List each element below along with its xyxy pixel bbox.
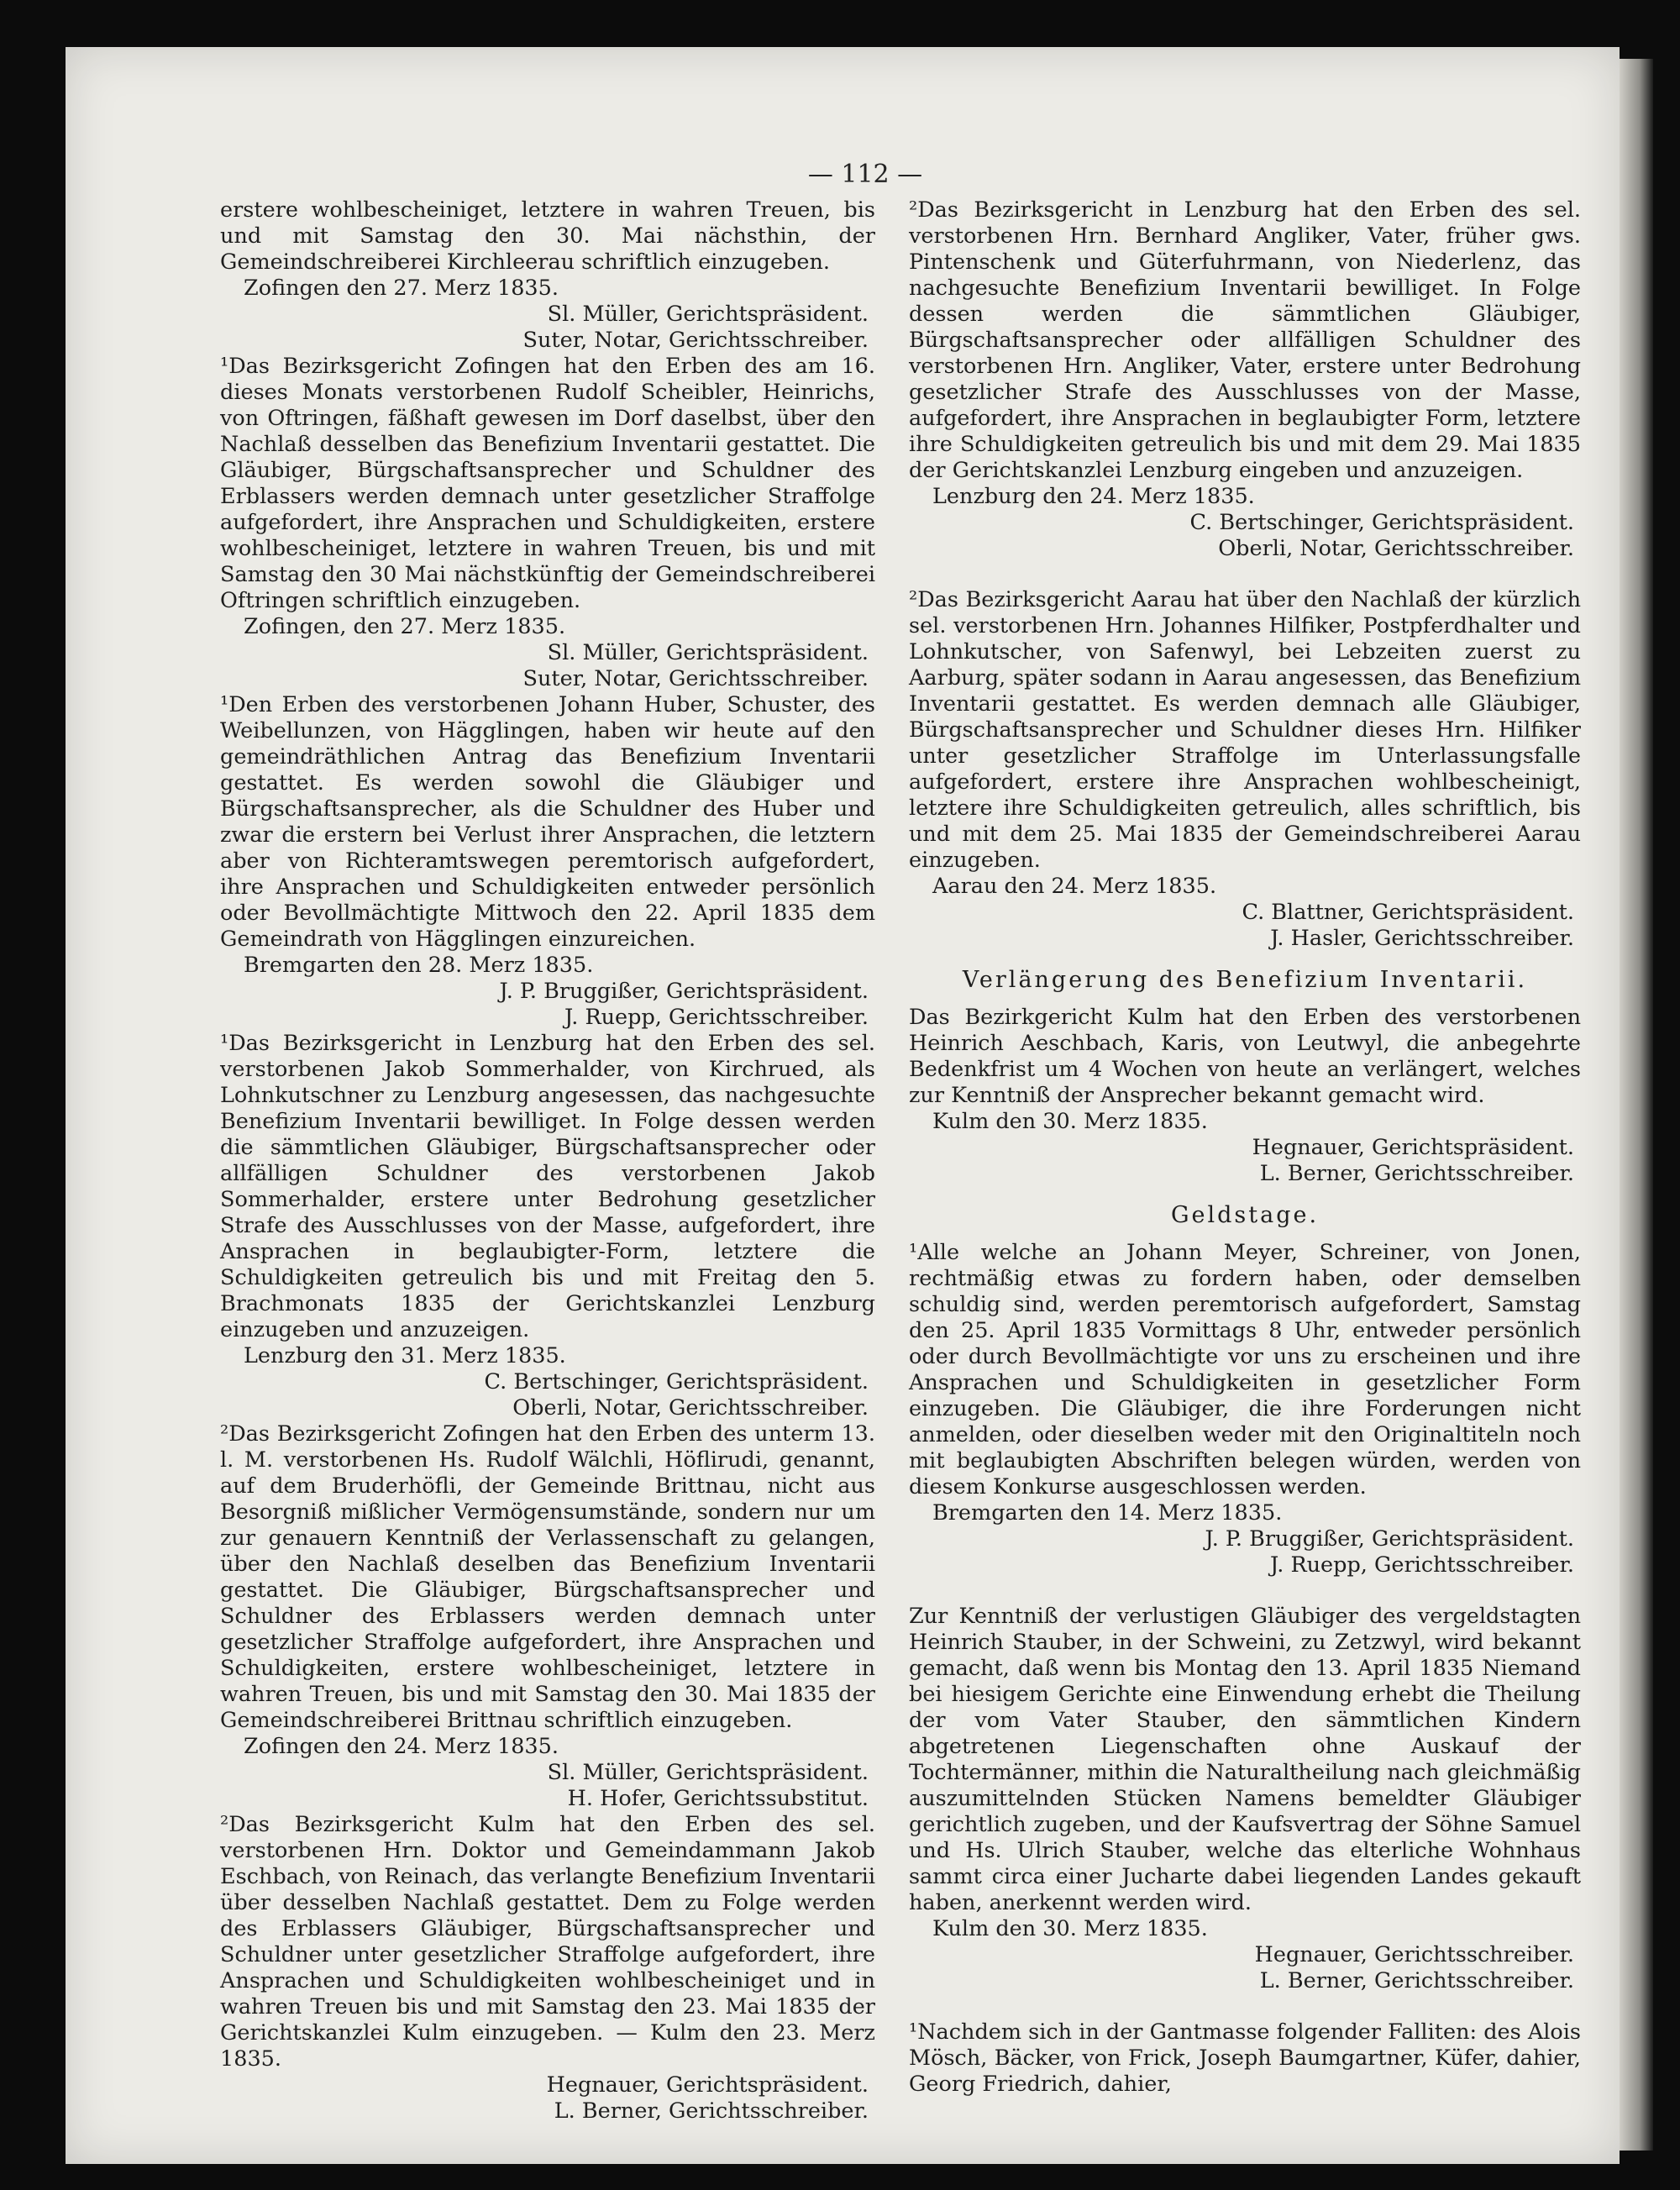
notice-text: ¹Alle welche an Johann Meyer, Schreiner, von Jonen, rechtmäßig etwas zu fordern haben, oder demselben schuldig sind, werden peremtorisch aufgefordert, Samstag den 25. April 1835 Vormittags 8 Uhr, entweder persönlich oder durch Bevollmächtigte vor uns zu erscheinen und ihre Ansprachen und Schuldigkeiten in gesetzlicher Form einzugeben. Die Gläubiger, die ihre Forderungen nicht anmelden, oder dieselben weder mit den Originaltiteln noch mit beglaubigten Abschriften belegen würden, werden von diesem Konkurse ausgeschlossen werden. (909, 1240, 1581, 1499)
notice-date: Zofingen, den 27. Merz 1835. (244, 614, 566, 639)
spacer (909, 562, 1581, 587)
notice-signature: Suter, Notar, Gerichtsschreiber. (522, 328, 869, 353)
notice-signature: C. Bertschinger, Gerichtspräsident. (1189, 510, 1574, 535)
notice-signature: L. Berner, Gerichtsschreiber. (1259, 1968, 1574, 1993)
notice-date: Kulm den 30. Merz 1835. (932, 1916, 1208, 1941)
notice-signature: H. Hofer, Gerichtssubstitut. (567, 1786, 869, 1811)
notice-signature: J. Ruepp, Gerichtsschreiber. (1269, 1552, 1574, 1578)
notice-signature: C. Blattner, Gerichtspräsident. (1242, 900, 1574, 925)
notice-text: ¹Den Erben des verstorbenen Johann Huber, Schuster, des Weibellunzen, von Hägglingen, haben wir heute auf den gemeindräthlichen Antrag das Benefizium Inventarii gestattet. Es werden sowohl die Gläubiger und Bürgschaftsansprecher, als die Schuldner des Huber und zwar die erstern bei Verlust ihrer Ansprachen, die letztern aber von Richteramtswegen peremtorisch aufgefordert, ihre Ansprachen und Schuldigkeiten entweder persönlich oder Bevollmächtigte Mittwoch den 22. April 1835 dem Gemeindrath von Hägglingen einzureichen. (220, 692, 875, 952)
notice-date: Kulm den 30. Merz 1835. (932, 1109, 1208, 1134)
notice-signature: Oberli, Notar, Gerichtsschreiber. (1218, 536, 1574, 561)
notice-signature: Hegnauer, Gerichtsschreiber. (1254, 1942, 1574, 1967)
notice-date: Zofingen den 27. Merz 1835. (244, 276, 559, 301)
notice-text: ¹Das Bezirksgericht Zofingen hat den Erben des am 16. dieses Monats verstorbenen Rudolf Scheibler, Heinrichs, von Oftringen, fäßhaft gewesen im Dorf daselbst, über den Nachlaß desselben das Benefizium Inventarii gestattet. Die Gläubiger, Bürgschaftsansprecher und Schuldner des Erblassers werden demnach unter gesetzlicher Straffolge aufgefordert, ihre Ansprachen und Schuldigkeiten, erstere wohlbescheiniget, letztere in wahren Treuen, bis und mit Samstag den 30 Mai nächstkünftig der Gemeindschreiberei Oftringen schriftlich einzugeben. (220, 354, 875, 613)
notice-date: Lenzburg den 24. Merz 1835. (932, 484, 1255, 509)
notice-signature: Hegnauer, Gerichtspräsident. (546, 2072, 869, 2098)
notice-text: ²Das Bezirksgericht Aarau hat über den Nachlaß der kürzlich sel. verstorbenen Hrn. Johannes Hilfiker, Postpferdhalter und Lohnkutscher, von Safenwyl, bei Lebzeiten zuerst zu Aarburg, später sodann in Aarau angesessen, das Benefizium Inventarii gestattet. Es werden demnach alle Gläubiger, Bürgschaftsansprecher und Schuldner dieses Hrn. Hilfiker unter gesetzlicher Straffolge im Unterlassungsfalle aufgefordert, erstere ihre Ansprachen wohlbescheinigt, letztere ihre Schuldigkeiten getreulich, alles schriftlich, bis und mit dem 25. Mai 1835 der Gemeindschreiberei Aarau einzugeben. (909, 587, 1581, 873)
notice-date: Lenzburg den 31. Merz 1835. (244, 1343, 566, 1368)
page-edge (1620, 59, 1653, 2151)
notice-date: Aarau den 24. Merz 1835. (932, 874, 1217, 899)
page-number: — 112 — (807, 160, 923, 189)
notice-signature: Sl. Müller, Gerichtspräsident. (547, 640, 869, 665)
notice-signature: L. Berner, Gerichtsschreiber. (1259, 1161, 1574, 1186)
notice-date: Bremgarten den 28. Merz 1835. (244, 953, 594, 978)
notice-signature: C. Bertschinger, Gerichtspräsident. (484, 1369, 869, 1394)
notice-text: Zur Kenntniß der verlustigen Gläubiger des vergeldstagten Heinrich Stauber, in der Schweini, zu Zetzwyl, wird bekannt gemacht, daß wenn bis Montag den 13. April 1835 Niemand bei hiesigem Gerichte eine Einwendung erhebt die Theilung der vom Vater Stauber, den sämmtlichen Kindern abgetretenen Liegenschaften ohne Auskauf der Tochtermänner, mithin die Naturaltheilung nach gleichmäßig auszumittelnden Stücken Namens bemeldter Gläubiger gerichtlich zugeben, und der Kaufsvertrag der Söhne Samuel und Hs. Ulrich Stauber, welche das elterliche Wohnhaus sammt circa einer Jucharte dabei liegenden Landes gekauft haben, anerkennt werden wird. (909, 1604, 1581, 1915)
section-heading: Geldstage. (1170, 1202, 1320, 1228)
notice-signature: Oberli, Notar, Gerichtsschreiber. (512, 1395, 869, 1421)
notice-text: ²Das Bezirksgericht Kulm hat den Erben des sel. verstorbenen Hrn. Doktor und Gemeindammann Jakob Eschbach, von Reinach, das verlangte Benefizium Inventarii über desselben Nachlaß gestattet. Dem zu Folge werden des Erblassers Gläubiger, Bürgschaftsansprecher und Schuldner unter gesetzlicher Straffolge aufgefordert, ihre Ansprachen und Schuldigkeiten wohlbescheiniget und in wahren Treuen bis und mit Samstag den 23. Mai 1835 der Gerichtskanzlei Kulm einzugeben. — Kulm den 23. Merz 1835. (220, 1812, 875, 2072)
section-heading: Verlängerung des Benefizium Inventarii. (962, 967, 1528, 993)
notice-date: Bremgarten den 14. Merz 1835. (932, 1500, 1283, 1526)
notice-signature: Hegnauer, Gerichtspräsident. (1252, 1135, 1574, 1160)
notice-text: ²Das Bezirksgericht Zofingen hat den Erben des unterm 13. l. M. verstorbenen Hs. Rudolf Wälchli, Höflirudi, genannt, auf dem Bruderhöfli, der Gemeinde Brittnau, nicht aus Besorgniß mißlicher Vermögensumstände, sondern nur um zur genauern Kenntniß der Verlassenschaft zu gelangen, über den Nachlaß deselben das Benefizium Inventarii gestattet. Die Gläubiger, Bürgschaftsansprecher und Schuldner des Erblassers werden demnach unter gesetzlicher Straffolge aufgefordert, ihre Ansprachen und Schuldigkeiten, erstere wohlbescheiniget, letztere in wahren Treuen, bis und mit Samstag den 30. Mai 1835 der Gemeindschreiberei Brittnau schriftlich einzugeben. (220, 1421, 875, 1733)
notice-signature: J. Ruepp, Gerichtsschreiber. (564, 1005, 869, 1030)
notice-signature: Sl. Müller, Gerichtspräsident. (547, 302, 869, 327)
notice-text: ¹Nachdem sich in der Gantmasse folgender Falliten: des Alois Mösch, Bäcker, von Frick, Joseph Baumgartner, Küfer, dahier, Georg Friedrich, dahier, (909, 2019, 1581, 2097)
left-column (220, 197, 875, 2124)
notice-signature: J. Hasler, Gerichtsschreiber. (1270, 926, 1574, 951)
spacer (909, 1578, 1581, 1604)
notice-text: Das Bezirkgericht Kulm hat den Erben des verstorbenen Heinrich Aeschbach, Karis, von Leutwyl, die anbegehrte Bedenkfrist um 4 Wochen von heute an verlängert, welches zur Kenntniß der Ansprecher bekannt gemacht wird. (909, 1005, 1581, 1108)
spacer (909, 1994, 1581, 2019)
notice-signature: Sl. Müller, Gerichtspräsident. (547, 1760, 869, 1785)
notice-date: Zofingen den 24. Merz 1835. (244, 1734, 559, 1759)
notice-signature: J. P. Bruggißer, Gerichtspräsident. (1205, 1526, 1574, 1552)
notice-text: erstere wohlbescheiniget, letztere in wahren Treuen, bis und mit Samstag den 30. Mai nächsthin, der Gemeindschreiberei Kirchleerau schriftlich einzugeben. (220, 197, 875, 275)
notice-signature: Suter, Notar, Gerichtsschreiber. (522, 666, 869, 691)
notice-text: ¹Das Bezirksgericht in Lenzburg hat den Erben des sel. verstorbenen Jakob Sommerhalder, von Kirchrued, als Lohnkutschner zu Lenzburg angesessen, das nachgesuchte Benefizium Inventarii bewilliget. In Folge dessen werden die sämmtlichen Gläubiger, Bürgschaftsansprecher oder allfälligen Schuldner des verstorbenen Jakob Sommerhalder, erstere unter Bedrohung gesetzlicher Strafe des Ausschlusses von der Masse, aufgefordert, ihre Ansprachen in beglaubigter-Form, letztere die Schuldigkeiten getreulich bis und mit Freitag den 5. Brachmonats 1835 der Gerichtskanzlei Lenzburg einzugeben und anzuzeigen. (220, 1031, 875, 1342)
notice-signature: J. P. Bruggißer, Gerichtspräsident. (499, 979, 869, 1004)
notice-signature: L. Berner, Gerichtsschreiber. (554, 2098, 869, 2124)
right-column (909, 197, 1581, 2098)
notice-text: ²Das Bezirksgericht in Lenzburg hat den Erben des sel. verstorbenen Hrn. Bernhard Angliker, Vater, früher gws. Pintenschenk und Güterfuhrmann, von Niederlenz, das nachgesuchte Benefizium Inventarii bewilliget. In Folge dessen werden die sämmtlichen Gläubiger, Bürgschaftsansprecher oder allfälligen Schuldner des verstorbenen Hrn. Angliker, Vater, erstere unter Bedrohung gesetzlicher Strafe des Ausschlusses von der Masse, aufgefordert, ihre Ansprachen in beglaubigter Form, letztere ihre Schuldigkeiten getreulich bis und mit dem 29. Mai 1835 der Gerichtskanzlei Lenzburg eingeben und anzuzeigen. (909, 197, 1581, 483)
